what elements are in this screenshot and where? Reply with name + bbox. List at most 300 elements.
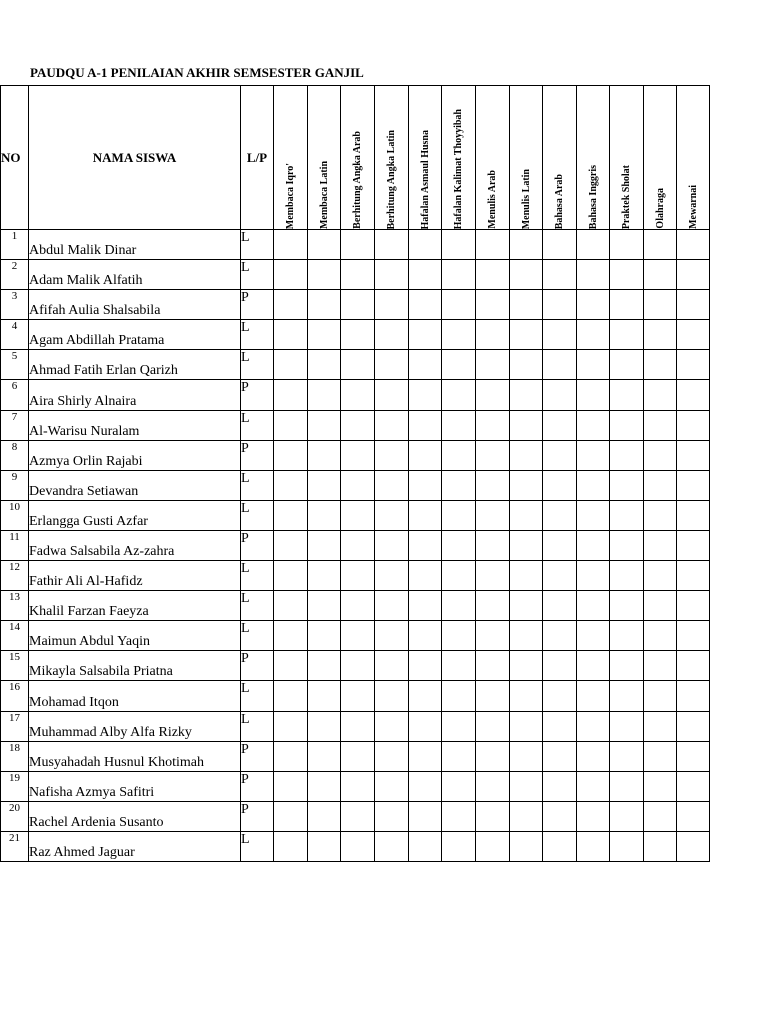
score-cell (442, 771, 476, 801)
score-cell (442, 350, 476, 380)
score-cell (543, 530, 577, 560)
student-gender: L (241, 350, 274, 380)
score-cell (677, 801, 710, 831)
student-number: 15 (1, 651, 29, 681)
score-cell (476, 831, 510, 861)
header-subject-label: Mewarnai (687, 185, 699, 229)
score-cell (274, 741, 308, 771)
score-cell (610, 470, 644, 500)
score-cell (510, 561, 543, 591)
score-cell (577, 230, 610, 260)
score-cell (677, 470, 710, 500)
student-name: Mohamad Itqon (29, 681, 241, 711)
score-cell (677, 530, 710, 560)
score-cell (442, 470, 476, 500)
score-cell (510, 470, 543, 500)
header-subject-label: Bahasa Arab (554, 173, 565, 229)
score-cell (610, 320, 644, 350)
score-cell (677, 741, 710, 771)
score-cell (577, 801, 610, 831)
score-cell (577, 681, 610, 711)
student-number: 18 (1, 741, 29, 771)
score-cell (409, 440, 442, 470)
header-subject-label: Menulis Latin (520, 168, 532, 229)
table-row (1, 470, 710, 500)
score-cell (476, 230, 510, 260)
table-row (1, 711, 710, 741)
table-row (1, 530, 710, 560)
header-subject (543, 86, 577, 230)
score-cell (442, 681, 476, 711)
score-cell (577, 771, 610, 801)
score-cell (677, 350, 710, 380)
score-cell (341, 591, 375, 621)
score-cell (308, 470, 341, 500)
score-cell (375, 440, 409, 470)
score-cell (375, 470, 409, 500)
student-number: 5 (1, 350, 29, 380)
score-cell (341, 440, 375, 470)
student-gender: P (241, 380, 274, 410)
score-cell (543, 230, 577, 260)
score-cell (375, 801, 409, 831)
header-subject (341, 86, 375, 230)
student-gender: L (241, 591, 274, 621)
score-cell (677, 621, 710, 651)
score-cell (375, 591, 409, 621)
score-cell (476, 350, 510, 380)
score-cell (644, 681, 677, 711)
table-row (1, 230, 710, 260)
score-cell (644, 320, 677, 350)
score-cell (341, 621, 375, 651)
score-cell (610, 530, 644, 560)
table-row (1, 591, 710, 621)
score-cell (409, 290, 442, 320)
student-gender: L (241, 230, 274, 260)
score-cell (677, 320, 710, 350)
student-gender: P (241, 530, 274, 560)
score-cell (375, 561, 409, 591)
score-cell (442, 741, 476, 771)
student-name: Muhammad Alby Alfa Rizky (29, 711, 241, 741)
score-cell (677, 771, 710, 801)
score-cell (274, 530, 308, 560)
student-gender: L (241, 320, 274, 350)
score-cell (610, 621, 644, 651)
score-cell (476, 290, 510, 320)
header-lp: L/P (241, 86, 274, 230)
score-cell (577, 440, 610, 470)
score-cell (543, 771, 577, 801)
student-name: Khalil Farzan Faeyza (29, 591, 241, 621)
score-cell (308, 621, 341, 651)
score-cell (476, 380, 510, 410)
score-cell (543, 681, 577, 711)
score-cell (308, 741, 341, 771)
student-gender: L (241, 470, 274, 500)
score-cell (644, 591, 677, 621)
score-cell (375, 621, 409, 651)
score-cell (341, 410, 375, 440)
score-cell (442, 651, 476, 681)
score-cell (409, 771, 442, 801)
header-subject (610, 86, 644, 230)
score-cell (476, 470, 510, 500)
score-cell (341, 530, 375, 560)
score-cell (677, 230, 710, 260)
score-cell (308, 831, 341, 861)
score-cell (409, 230, 442, 260)
score-cell (610, 651, 644, 681)
score-cell (308, 561, 341, 591)
student-number: 20 (1, 801, 29, 831)
score-cell (308, 591, 341, 621)
score-cell (308, 320, 341, 350)
score-cell (476, 530, 510, 560)
student-gender: L (241, 561, 274, 591)
score-cell (409, 530, 442, 560)
score-cell (610, 681, 644, 711)
score-cell (476, 621, 510, 651)
student-number: 7 (1, 410, 29, 440)
score-cell (308, 230, 341, 260)
student-gender: P (241, 741, 274, 771)
score-cell (510, 711, 543, 741)
score-cell (677, 681, 710, 711)
score-cell (409, 561, 442, 591)
score-cell (510, 320, 543, 350)
score-cell (375, 771, 409, 801)
student-gender: L (241, 681, 274, 711)
student-gender: P (241, 801, 274, 831)
student-number: 3 (1, 290, 29, 320)
score-cell (375, 711, 409, 741)
score-cell (442, 561, 476, 591)
score-cell (577, 380, 610, 410)
score-cell (677, 711, 710, 741)
student-name: Erlangga Gusti Azfar (29, 500, 241, 530)
student-gender: L (241, 831, 274, 861)
score-cell (677, 380, 710, 410)
table-row (1, 771, 710, 801)
score-cell (274, 681, 308, 711)
score-cell (610, 741, 644, 771)
score-cell (409, 380, 442, 410)
student-name: Musyahadah Husnul Khotimah (29, 741, 241, 771)
student-name: Rachel Ardenia Susanto (29, 801, 241, 831)
header-no: NO (1, 86, 29, 230)
score-cell (577, 621, 610, 651)
header-subject (510, 86, 543, 230)
score-cell (341, 681, 375, 711)
score-cell (274, 380, 308, 410)
score-cell (577, 711, 610, 741)
table-row (1, 651, 710, 681)
score-cell (375, 320, 409, 350)
table-row (1, 741, 710, 771)
header-subject-label: Hafalan Asmaul Husna (419, 129, 431, 229)
score-cell (341, 771, 375, 801)
score-cell (476, 801, 510, 831)
header-subject-label: Praktek Sholat (621, 164, 632, 229)
score-cell (577, 290, 610, 320)
score-cell (543, 440, 577, 470)
score-cell (375, 350, 409, 380)
header-subject (442, 86, 476, 230)
score-cell (274, 621, 308, 651)
score-cell (577, 831, 610, 861)
student-number: 16 (1, 681, 29, 711)
student-number: 9 (1, 470, 29, 500)
table-row (1, 350, 710, 380)
score-cell (543, 470, 577, 500)
table-row (1, 380, 710, 410)
table-body (1, 230, 710, 862)
header-subject (409, 86, 442, 230)
score-cell (375, 260, 409, 290)
score-cell (341, 470, 375, 500)
score-cell (644, 470, 677, 500)
student-name: Al-Warisu Nuralam (29, 410, 241, 440)
grade-table (0, 85, 710, 862)
student-number: 1 (1, 230, 29, 260)
score-cell (308, 260, 341, 290)
student-name: Nafisha Azmya Safitri (29, 771, 241, 801)
score-cell (476, 711, 510, 741)
header-subject (644, 86, 677, 230)
score-cell (510, 771, 543, 801)
score-cell (510, 380, 543, 410)
table-row (1, 410, 710, 440)
score-cell (577, 410, 610, 440)
score-cell (510, 230, 543, 260)
score-cell (644, 771, 677, 801)
table-row (1, 290, 710, 320)
score-cell (442, 621, 476, 651)
score-cell (274, 771, 308, 801)
score-cell (476, 561, 510, 591)
student-gender: P (241, 771, 274, 801)
score-cell (375, 410, 409, 440)
score-cell (341, 320, 375, 350)
score-cell (610, 711, 644, 741)
score-cell (409, 711, 442, 741)
score-cell (677, 440, 710, 470)
score-cell (442, 711, 476, 741)
score-cell (510, 621, 543, 651)
score-cell (409, 591, 442, 621)
student-number: 17 (1, 711, 29, 741)
header-subject-label: Olahraga (654, 188, 666, 229)
score-cell (274, 410, 308, 440)
score-cell (274, 230, 308, 260)
score-cell (442, 230, 476, 260)
score-cell (644, 741, 677, 771)
student-name: Devandra Setiawan (29, 470, 241, 500)
student-name: Agam Abdillah Pratama (29, 320, 241, 350)
score-cell (409, 621, 442, 651)
score-cell (442, 290, 476, 320)
score-cell (375, 651, 409, 681)
score-cell (375, 681, 409, 711)
score-cell (510, 831, 543, 861)
student-name: Adam Malik Alfatih (29, 260, 241, 290)
score-cell (375, 831, 409, 861)
score-cell (610, 230, 644, 260)
student-number: 13 (1, 591, 29, 621)
score-cell (577, 500, 610, 530)
student-gender: P (241, 290, 274, 320)
score-cell (644, 410, 677, 440)
header-subject-label: Bahasa Inggris (587, 164, 599, 229)
header-subject (476, 86, 510, 230)
score-cell (409, 500, 442, 530)
score-cell (442, 831, 476, 861)
score-cell (543, 801, 577, 831)
score-cell (510, 260, 543, 290)
score-cell (375, 500, 409, 530)
header-subject (375, 86, 409, 230)
score-cell (644, 500, 677, 530)
score-cell (510, 651, 543, 681)
score-cell (510, 801, 543, 831)
score-cell (644, 801, 677, 831)
table-row (1, 831, 710, 861)
score-cell (644, 561, 677, 591)
score-cell (442, 591, 476, 621)
student-gender: L (241, 260, 274, 290)
score-cell (577, 651, 610, 681)
student-number: 11 (1, 530, 29, 560)
score-cell (375, 741, 409, 771)
table-row (1, 801, 710, 831)
score-cell (543, 711, 577, 741)
score-cell (677, 500, 710, 530)
score-cell (476, 260, 510, 290)
score-cell (341, 380, 375, 410)
score-cell (308, 711, 341, 741)
header-name: NAMA SISWA (29, 86, 241, 230)
score-cell (274, 350, 308, 380)
score-cell (409, 410, 442, 440)
score-cell (442, 500, 476, 530)
score-cell (677, 410, 710, 440)
score-cell (274, 260, 308, 290)
score-cell (610, 771, 644, 801)
score-cell (308, 681, 341, 711)
header-subject-label: Hafalan Kalimat Thoyyibah (453, 108, 464, 229)
score-cell (308, 440, 341, 470)
score-cell (610, 410, 644, 440)
score-cell (341, 290, 375, 320)
score-cell (341, 831, 375, 861)
score-cell (341, 651, 375, 681)
score-cell (409, 741, 442, 771)
score-cell (476, 771, 510, 801)
score-cell (644, 831, 677, 861)
score-cell (610, 350, 644, 380)
score-cell (677, 831, 710, 861)
score-cell (510, 741, 543, 771)
score-cell (341, 230, 375, 260)
score-cell (610, 260, 644, 290)
score-cell (409, 651, 442, 681)
score-cell (341, 741, 375, 771)
student-name: Ahmad Fatih Erlan Qarizh (29, 350, 241, 380)
table-row (1, 561, 710, 591)
header-subject-label: Membaca Iqro' (285, 162, 296, 229)
score-cell (308, 380, 341, 410)
score-cell (308, 410, 341, 440)
student-gender: L (241, 410, 274, 440)
student-name: Abdul Malik Dinar (29, 230, 241, 260)
score-cell (644, 260, 677, 290)
score-cell (644, 230, 677, 260)
score-cell (341, 350, 375, 380)
score-cell (610, 561, 644, 591)
score-cell (644, 711, 677, 741)
score-cell (274, 320, 308, 350)
student-name: Aira Shirly Alnaira (29, 380, 241, 410)
header-row (1, 86, 710, 230)
score-cell (341, 711, 375, 741)
score-cell (543, 621, 577, 651)
score-cell (510, 681, 543, 711)
table-row (1, 681, 710, 711)
student-name: Fadwa Salsabila Az-zahra (29, 530, 241, 560)
score-cell (577, 741, 610, 771)
score-cell (543, 290, 577, 320)
table-row (1, 260, 710, 290)
score-cell (644, 651, 677, 681)
student-number: 19 (1, 771, 29, 801)
score-cell (308, 500, 341, 530)
score-cell (610, 801, 644, 831)
score-cell (510, 410, 543, 440)
score-cell (409, 681, 442, 711)
score-cell (442, 440, 476, 470)
score-cell (543, 350, 577, 380)
score-cell (476, 440, 510, 470)
student-number: 8 (1, 440, 29, 470)
header-subject (308, 86, 341, 230)
header-subject-label: Berhitung Angka Arab (352, 131, 363, 229)
score-cell (341, 561, 375, 591)
score-cell (341, 500, 375, 530)
score-cell (543, 831, 577, 861)
score-cell (375, 290, 409, 320)
score-cell (577, 320, 610, 350)
student-number: 10 (1, 500, 29, 530)
score-cell (308, 530, 341, 560)
score-cell (476, 741, 510, 771)
score-cell (442, 410, 476, 440)
score-cell (610, 831, 644, 861)
student-number: 14 (1, 621, 29, 651)
student-gender: L (241, 500, 274, 530)
table-row (1, 320, 710, 350)
score-cell (610, 500, 644, 530)
score-cell (510, 440, 543, 470)
score-cell (274, 831, 308, 861)
score-cell (577, 260, 610, 290)
score-cell (274, 591, 308, 621)
score-cell (644, 440, 677, 470)
student-name: Azmya Orlin Rajabi (29, 440, 241, 470)
score-cell (677, 561, 710, 591)
score-cell (375, 230, 409, 260)
